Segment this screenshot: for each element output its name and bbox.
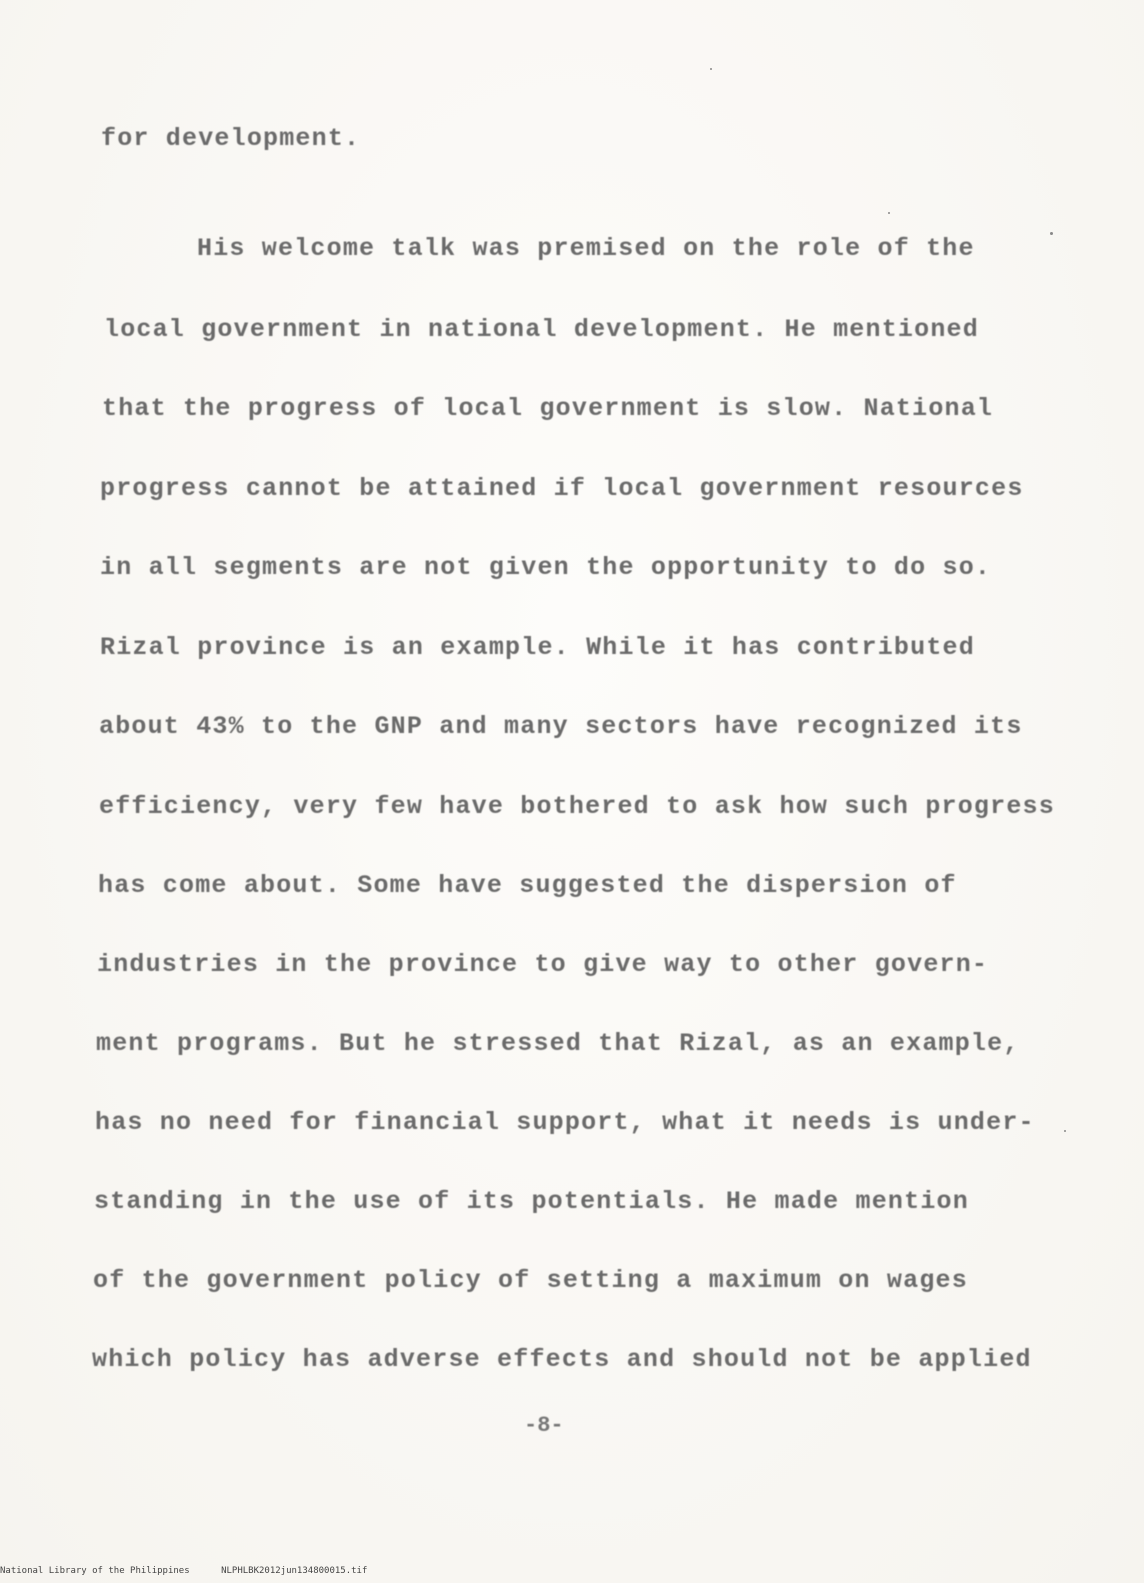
text-line: for development. — [101, 124, 361, 153]
page-number: -8- — [524, 1413, 564, 1438]
footer-library: National Library of the Philippines — [0, 1566, 190, 1576]
text-line: that the progress of local government is slow. National — [102, 394, 994, 423]
text-line: efficiency, very few have bothered to ask how such progress — [99, 792, 1055, 821]
scan-speck — [888, 212, 890, 214]
scan-speck — [710, 68, 712, 70]
scan-speck — [1064, 1130, 1066, 1132]
scan-footer — [0, 1566, 393, 1576]
text-line: local government in national development. He mentioned — [104, 315, 979, 344]
text-line: ment programs. But he stressed that Rizal, as an example, — [96, 1029, 1020, 1058]
text-line: in all segments are not given the opportunity to do so. — [100, 553, 992, 582]
text-line: industries in the province to give way to other govern- — [97, 950, 989, 979]
text-line: progress cannot be attained if local government resources — [100, 474, 1024, 503]
text-line: has no need for financial support, what it needs is under- — [95, 1108, 1035, 1137]
text-line: has come about. Some have suggested the dispersion of — [98, 871, 957, 900]
text-line: which policy has adverse effects and should not be applied — [92, 1345, 1032, 1374]
text-line: standing in the use of its potentials. He made mention — [94, 1187, 969, 1216]
text-line: His welcome talk was premised on the role of the — [197, 234, 975, 263]
text-line: of the government policy of setting a maximum on wages — [93, 1266, 968, 1295]
scan-speck — [1050, 232, 1053, 235]
text-line: Rizal province is an example. While it has contributed — [100, 633, 975, 662]
footer-file: NLPHLBK2012jun134800015.tif — [221, 1566, 368, 1576]
text-line: about 43% to the GNP and many sectors have recognized its — [99, 712, 1023, 741]
